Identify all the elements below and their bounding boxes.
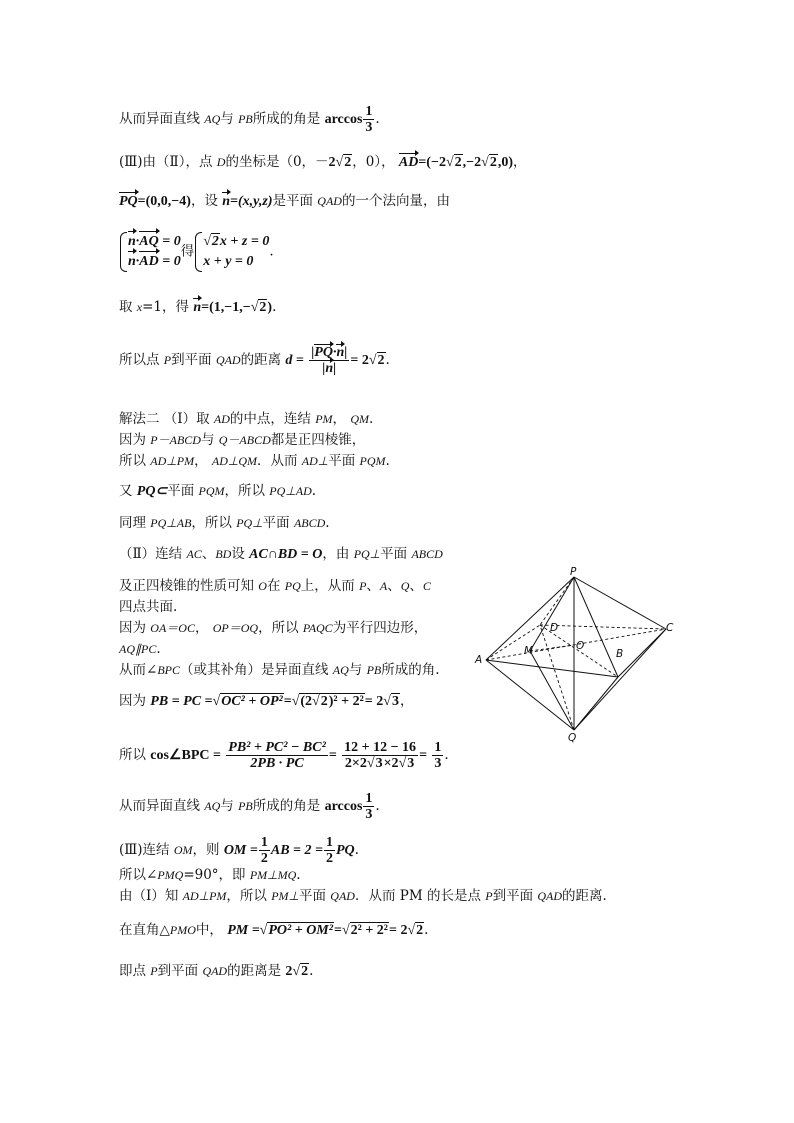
edge-QB — [574, 677, 618, 730]
label-D: D — [550, 622, 559, 634]
conclusion-angle-line-1: 从而异面直线 AQ与 PB所成的角是 arccos $\frac{1}{3}$ . — [119, 104, 380, 135]
label-A: A — [475, 654, 483, 666]
part3-coordinates-line: (Ⅲ)由（Ⅱ），点 D的坐标是（0，－2√2，0）， AD=(−2√2,−2√2,0)， — [119, 154, 527, 170]
edge-DC — [540, 625, 666, 629]
octahedron-figure — [470, 565, 690, 745]
edge-AB — [486, 660, 618, 677]
method2-step2-line: 因为 P－ABCD与 Q－ABCD都是正四棱锥， — [119, 432, 366, 448]
angle-bpc-line: 从而∠BPC（或其补角）是异面直线 AQ与 PB所成的角. — [119, 662, 440, 678]
edge-PD — [540, 577, 574, 625]
method2-step3-line: 所以 AD⊥PM， AD⊥QM．从而 AD⊥平面 PQM. — [119, 453, 390, 469]
conclusion-angle-line-2: 从而异面直线 AQ与 PB所成的角是 arccos $\frac{1}{3}$ . — [119, 791, 380, 822]
method2-step1-line: 解法二 （Ⅰ）取 AD的中点，连结 PM， QM. — [119, 411, 374, 427]
linear-system: √2x + z = 0 x + y = 0 — [194, 232, 269, 272]
pm-length-line: 在直角△PMO中， PM =√PO² + OM²=√2² + 2²= 2√2. — [119, 922, 429, 938]
hidden-edges — [486, 577, 666, 730]
edge-QC — [574, 629, 666, 730]
method2-part2-line: （Ⅱ）连结 AC、BD设 AC∩BD = O，由 PQ⊥平面 ABCD — [119, 546, 443, 562]
normal-vector-line: PQ=(0,0,−4)，设 n=(x,y,z)是平面 QAD的一个法向量，由 — [119, 193, 450, 209]
edge-MQ — [530, 651, 574, 730]
parallelogram-line: 因为 OA＝OC， OP＝OQ，所以 PAQC为平行四边形， — [119, 620, 428, 636]
fraction: $\frac{1}{3}$ — [365, 104, 373, 135]
cosine-value-fraction: $\frac{12 + 12 - 16}{2\times 2√3\times 2√3}$ — [344, 740, 417, 771]
vector-AD: AD — [398, 155, 419, 170]
label-M: M — [524, 645, 534, 657]
edge-BC — [618, 629, 666, 677]
cosine-line: 所以 cos∠BPC = $\frac{\text{PB² + PC² − BC²}}{2PB \cdot PC}$ = $\frac{12 + 12 - 16}{2\times 2√3\times 2√3}$ = $\frac{1}{3}$ . — [119, 740, 449, 771]
right-angle-line: 所以∠PMQ=90°，即 PM⊥MQ. — [119, 867, 301, 883]
result-fraction: $\frac{1}{3}$ — [434, 740, 442, 771]
distance-fraction: $\frac{|PQ\cdot n|}{|n|}$ — [311, 345, 348, 376]
edge-PM — [530, 577, 574, 651]
solid-edges — [486, 577, 666, 730]
vector-n: n — [222, 194, 231, 209]
dot-product-system: n·AQ = 0 n·AD = 0 — [119, 232, 181, 272]
coplanar-line-2: 四点共面. — [119, 599, 178, 615]
edge-QA — [486, 660, 574, 730]
pm-perpendicular-line: 由（Ⅰ）知 AD⊥PM，所以 PM⊥平面 QAD．从而 PM 的长是点 P到平面 QAD的距离. — [119, 888, 607, 904]
coplanar-line: 及正四棱锥的性质可知 O在 PQ上，从而 P、A、Q、C — [119, 578, 431, 594]
label-P: P — [570, 566, 577, 578]
final-answer-line: 即点 P到平面 QAD的距离是 2√2. — [119, 963, 314, 979]
vector-PQ: PQ — [119, 194, 138, 209]
om-length-line: (Ⅲ)连结 OM，则 OM = $\frac{1}{2}$ AB = 2 = $\frac{1}{2}$ PQ. — [119, 835, 359, 866]
method2-step4-line: 又 PQ⊂平面 PQM，所以 PQ⊥AD. — [119, 483, 317, 499]
parallel-line: AQ∥PC. — [119, 641, 161, 657]
label-O: O — [576, 640, 585, 652]
cosine-fraction: $\frac{\text{PB² + PC² − BC²}}{2PB \cdot PC}$ — [228, 740, 326, 771]
equation-system-line: n·AQ = 0 n·AD = 0 得 √2x + z = 0 x + y = 0 . — [119, 232, 274, 272]
distance-formula-line: 所以点 P到平面 QAD的距离 d = $\frac{|PQ\cdot n|}{|n|}$ = 2√2. — [119, 345, 390, 376]
label-C: C — [666, 622, 674, 634]
choose-x-line: 取 x=1，得 n=(1,−1,−√2). — [119, 299, 277, 315]
label-Q: Q — [568, 732, 577, 744]
pb-pc-length-line: 因为 PB = PC =√OC² + OP²=√(2√2)² + 2²= 2√3， — [119, 693, 414, 709]
method2-step5-line: 同理 PQ⊥AB，所以 PQ⊥平面 ABCD. — [119, 515, 330, 531]
edge-PC — [574, 577, 666, 629]
label-B: B — [616, 648, 624, 660]
